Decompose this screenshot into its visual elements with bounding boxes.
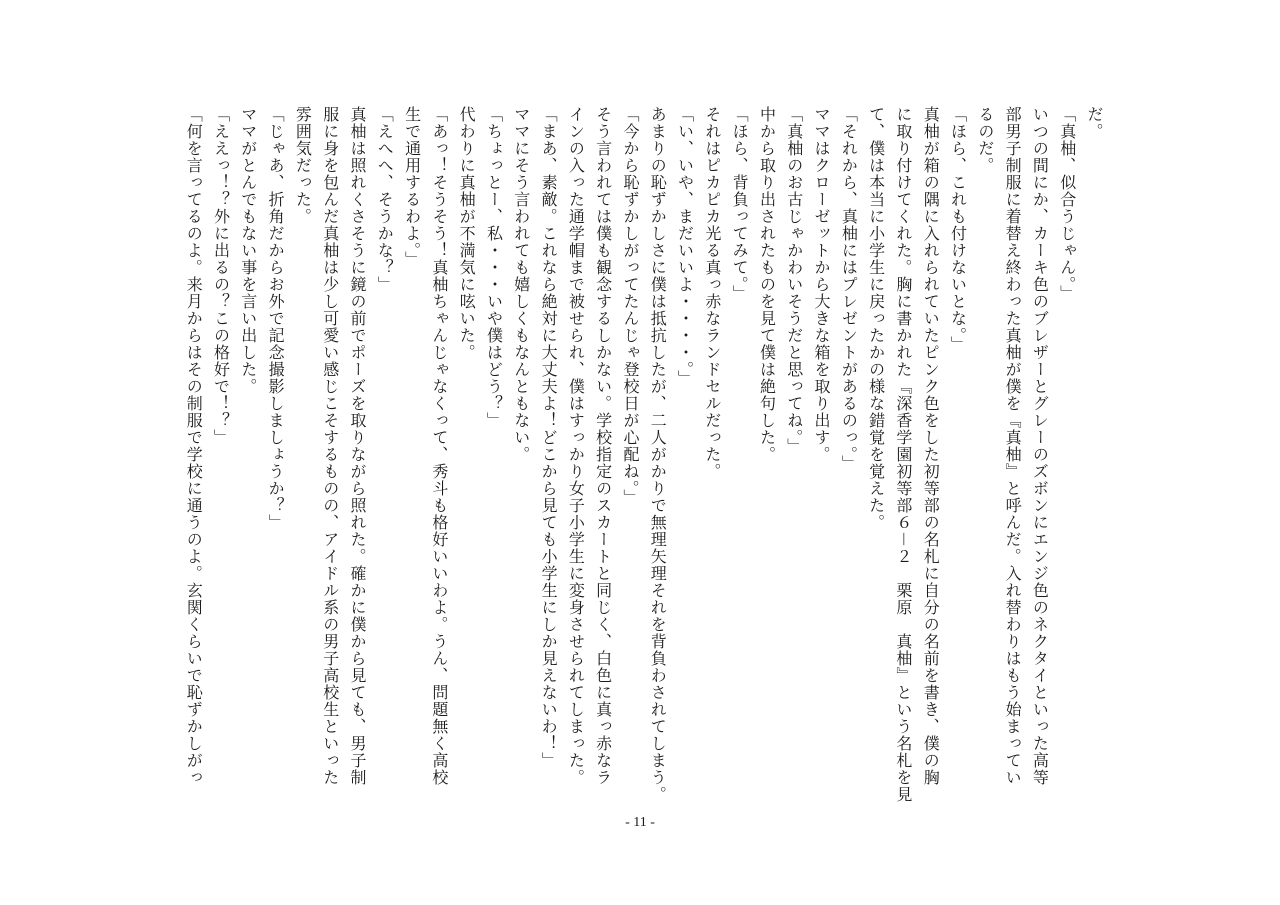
text-line: そう言われては僕も観念するしかない。学校指定のスカートと同じく、白色に真っ赤なラ [593, 106, 613, 786]
text-line: 真柚が箱の隅に入れられていたピンク色をした初等部の名札に自分の名前を書き、僕の胸 [921, 106, 941, 786]
text-line: に取り付けてくれた。胸に書かれた『深香学園初等部６－２ 栗原 真柚』という名札を見 [893, 106, 913, 803]
text-line: いつの間にか、カーキ色のブレザーとグレーのズボンにエンジ色のネクタイといった高等 [1030, 106, 1050, 786]
text-line: 代わりに真柚が不満気に呟いた。 [457, 106, 477, 361]
text-line: 「真柚のお古じゃかわいそうだと思ってね。」 [784, 106, 804, 455]
text-line: 部男子制服に着替え終わった真柚が僕を『真柚』と呼んだ。入れ替わりはもう始まってい [1003, 106, 1023, 786]
text-line: あまりの恥ずかしさに僕は抵抗したが、二人がかりで無理矢理それを背負わされてしまう。 [648, 106, 668, 803]
text-line: 「ほら、これも付けないとな。」 [948, 106, 968, 353]
text-line: 「ほら、背負ってみて。」 [730, 106, 750, 302]
text-line: 「ええっ！？外に出るの？この格好で！？」 [211, 106, 231, 446]
text-line: 「真柚、似合うじゃん。」 [1057, 106, 1077, 302]
text-line: るのだ。 [975, 106, 995, 174]
text-line: それはピカピカ光る真っ赤なランドセルだった。 [702, 106, 722, 480]
text-line: 服に身を包んだ真柚は少し可愛い感じこそするものの、アイドル系の男子高校生といった [320, 106, 340, 786]
text-line: 雰囲気だった。 [293, 106, 313, 225]
text-line: 「今から恥ずかしがってたんじゃ登校日が心配ね。」 [620, 106, 640, 506]
text-line: 中から取り出されたものを見て僕は絶句した。 [757, 106, 777, 463]
text-line: 真柚は照れくさそうに鏡の前でポーズを取りながら照れた。確かに僕から見ても、男子制 [347, 106, 367, 786]
text-line: だ。 [1085, 106, 1104, 140]
text-line: て、僕は本当に小学生に戻ったかの様な錯覚を覚えた。 [866, 106, 886, 531]
text-line: 「ちょっとー、私・・・いや僕はどう？」 [484, 106, 504, 429]
vertical-text-body [108, 106, 1108, 806]
text-line: 「それから、真柚にはプレゼントがあるのっ。」 [839, 106, 859, 472]
text-line: ママがとんでもない事を言い出した。 [238, 106, 258, 395]
text-line: 「い、いや、まだいいよ・・・・。」 [675, 106, 695, 387]
text-line: インの入った通学帽まで被せられ、僕はすっかり女子小学生に変身させられてしまった。 [566, 106, 586, 786]
text-line: 生で通用するわよ。」 [402, 106, 422, 268]
text-line: 「じゃあ、折角だからお外で記念撮影しましょうか？」 [266, 106, 286, 531]
text-line: 「あっ！そうそう！真柚ちゃんじゃなくって、秀斗も格好いいわよ。うん、問題無く高校 [429, 106, 449, 786]
text-line: ママにそう言われても嬉しくもなんともない。 [511, 106, 531, 463]
text-line: 「何を言ってるのよ。来月からはその制服で学校に通うのよ。玄関くらいで恥ずかしがっ [184, 106, 204, 786]
text-line: ママはクローゼットから大きな箱を取り出す。 [812, 106, 832, 463]
text-line: 「まあ、素敵。これなら絶対に大丈夫よ！どこから見ても小学生にしか見えないわ！」 [539, 106, 559, 769]
text-line: 「えへへ、そうかな？」 [375, 106, 395, 293]
page-number: - 11 - [625, 815, 655, 830]
